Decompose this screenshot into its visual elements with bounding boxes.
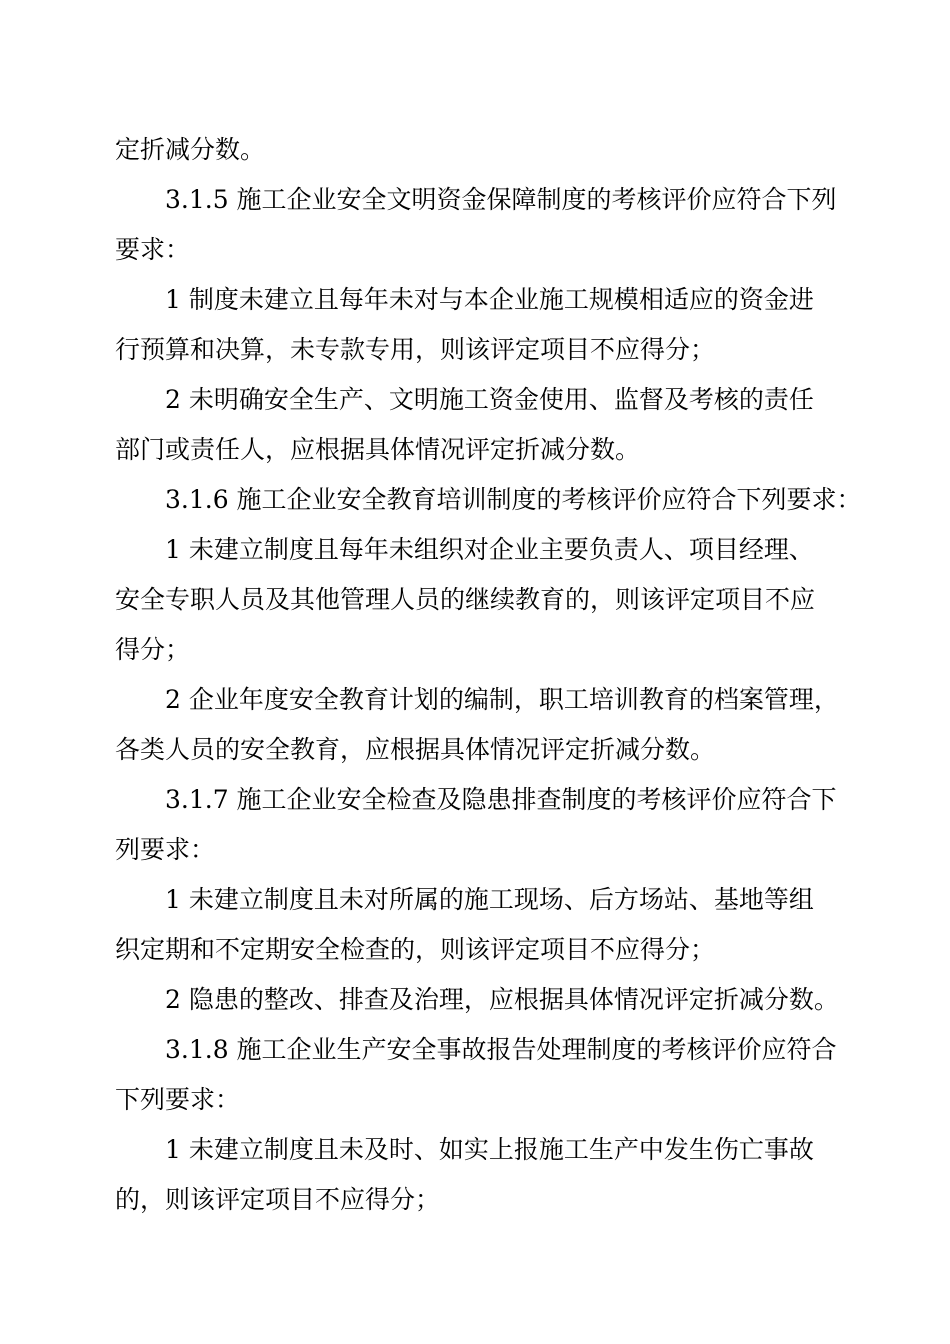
paragraph-line: 得分； xyxy=(115,635,191,664)
paragraph-line: 部门或责任人，应根据具体情况评定折减分数。 xyxy=(115,435,641,464)
clause-item-2: 2 未明确安全生产、文明施工资金使用、监督及考核的责任 xyxy=(165,385,814,414)
paragraph-line: 行预算和决算，未专款专用，则该评定项目不应得分； xyxy=(115,335,716,364)
clause-3-1-6-heading: 3.1.6 施工企业安全教育培训制度的考核评价应符合下列要求： xyxy=(165,485,862,514)
paragraph-line: 下列要求： xyxy=(115,1085,241,1114)
clause-3-1-8-heading: 3.1.8 施工企业生产安全事故报告处理制度的考核评价应符合 xyxy=(165,1035,837,1064)
clause-item-2: 2 隐患的整改、排查及治理，应根据具体情况评定折减分数。 xyxy=(165,985,839,1014)
paragraph-line: 列要求： xyxy=(115,835,216,864)
paragraph-line: 定折减分数。 xyxy=(115,135,266,164)
clause-item-1: 1 制度未建立且每年未对与本企业施工规模相适应的资金进 xyxy=(165,285,814,314)
clause-item-1: 1 未建立制度且未对所属的施工现场、后方场站、基地等组 xyxy=(165,885,814,914)
clause-item-1: 1 未建立制度且每年未组织对企业主要负责人、项目经理、 xyxy=(165,535,814,564)
paragraph-line: 安全专职人员及其他管理人员的继续教育的，则该评定项目不应 xyxy=(115,585,816,614)
clause-item-1: 1 未建立制度且未及时、如实上报施工生产中发生伤亡事故 xyxy=(165,1135,814,1164)
clause-3-1-7-heading: 3.1.7 施工企业安全检查及隐患排查制度的考核评价应符合下 xyxy=(165,785,837,814)
paragraph-line: 各类人员的安全教育，应根据具体情况评定折减分数。 xyxy=(115,735,716,764)
clause-3-1-5-heading: 3.1.5 施工企业安全文明资金保障制度的考核评价应符合下列 xyxy=(165,185,837,214)
document-body xyxy=(115,125,862,1225)
paragraph-line: 要求： xyxy=(115,235,191,264)
paragraph-line: 的，则该评定项目不应得分； xyxy=(115,1185,441,1214)
paragraph-line: 织定期和不定期安全检查的，则该评定项目不应得分； xyxy=(115,935,716,964)
clause-item-2: 2 企业年度安全教育计划的编制，职工培训教育的档案管理， xyxy=(165,685,839,714)
